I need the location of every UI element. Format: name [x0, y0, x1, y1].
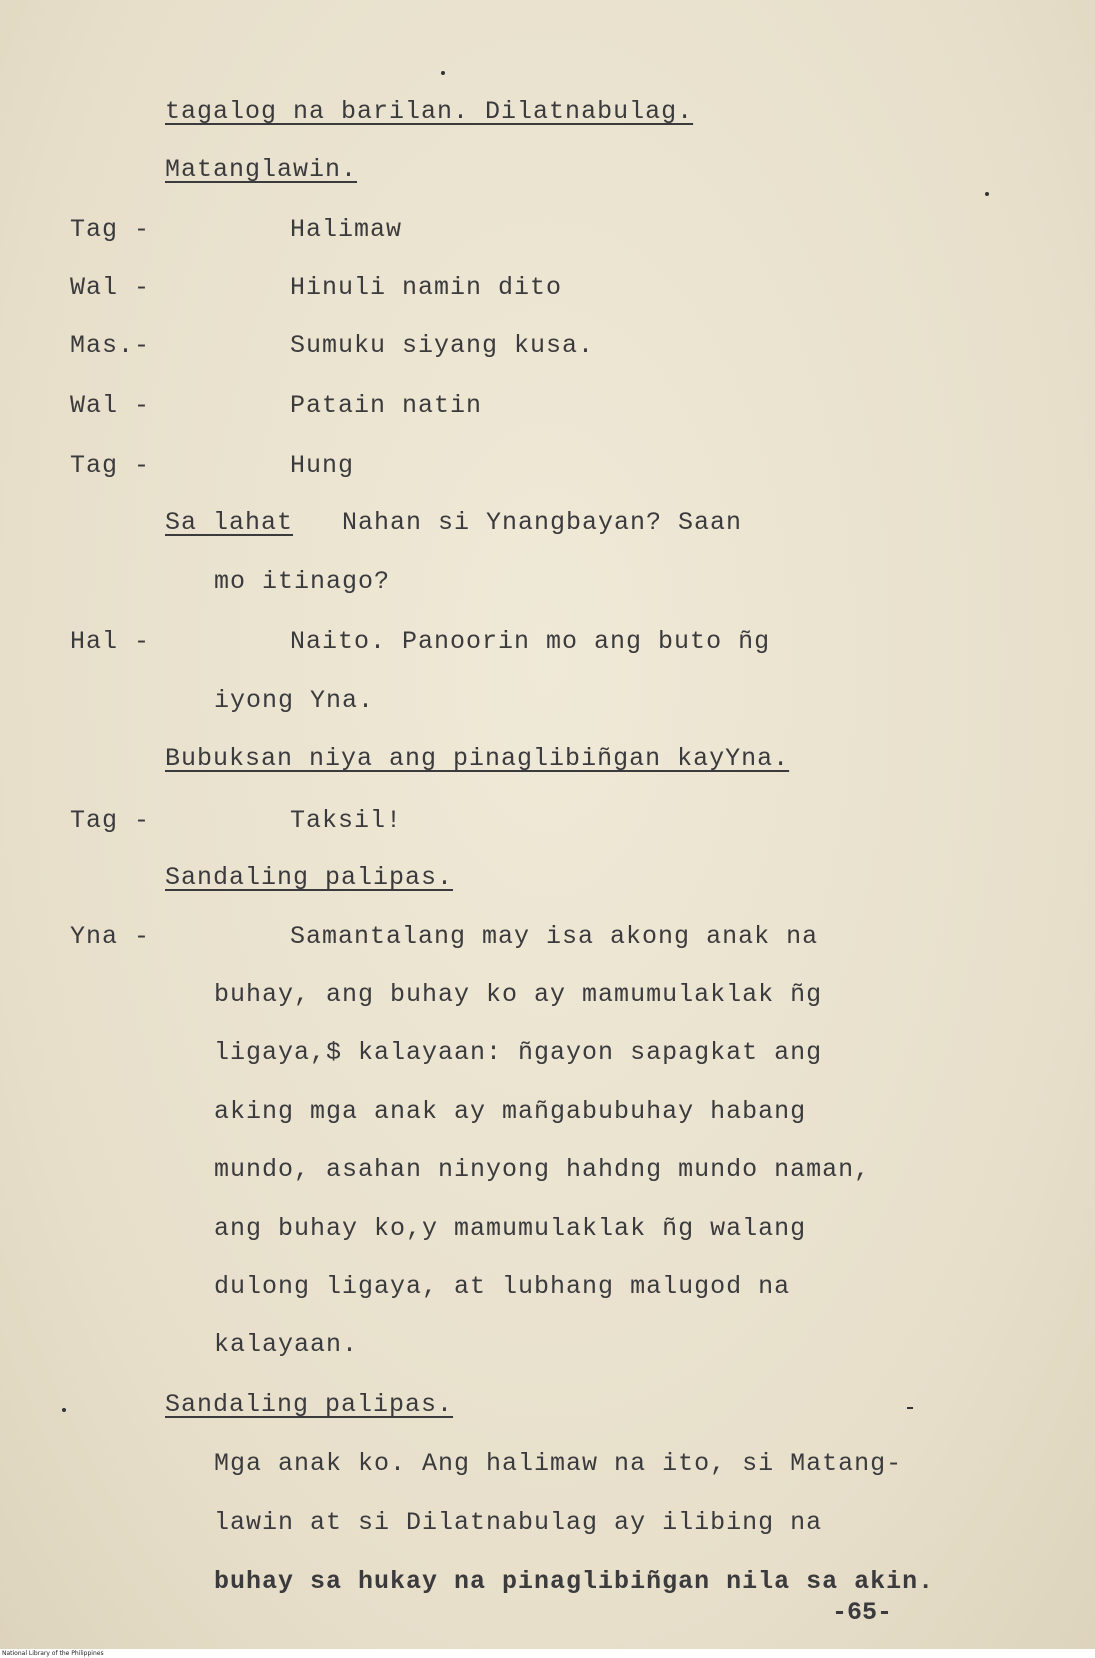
dialogue-line: Hung [290, 451, 355, 480]
dialogue-line: buhay, ang buhay ko ay mamumulaklak ñg [214, 980, 823, 1009]
dialogue-line: Samantalang may isa akong anak na [290, 922, 819, 951]
dialogue-line: buhay sa hukay na pinaglibiñgan nila sa akin. [214, 1567, 935, 1596]
stage-direction: tagalog na barilan. Dilatnabulag. [165, 97, 694, 126]
dialogue-line: mo itinago? [214, 567, 391, 596]
speaker-label: Yna - [70, 922, 151, 951]
page-number: -65- [832, 1598, 893, 1627]
dialogue-line: iyong Yna. [214, 686, 375, 715]
speaker-label: Hal - [70, 627, 151, 656]
dialogue-line: Mga anak ko. Ang halimaw na ito, si Matang- [214, 1449, 903, 1478]
stage-direction: Matanglawin. [165, 155, 358, 184]
stage-direction: Sandaling palipas. [165, 1390, 454, 1419]
speaker-label: Mas.- [70, 331, 151, 360]
dialogue-line: Halimaw [290, 215, 403, 244]
dialogue-line: mundo, asahan ninyong hahdng mundo naman, [214, 1155, 871, 1184]
ink-speck [907, 1407, 913, 1409]
stage-direction: Sandaling palipas. [165, 863, 454, 892]
dialogue-line: aking mga anak ay mañgabubuhay habang [214, 1097, 807, 1126]
speaker-label: Tag - [70, 806, 151, 835]
dialogue-line: Sumuku siyang kusa. [290, 331, 595, 360]
speaker-label: Tag - [70, 451, 151, 480]
dialogue-line: lawin at si Dilatnabulag ay ilibing na [214, 1508, 823, 1537]
speaker-label: Wal - [70, 273, 151, 302]
dialogue-line: Patain natin [290, 391, 483, 420]
stage-direction: Sa lahat [165, 508, 294, 537]
stage-direction: Bubuksan niya ang pinaglibiñgan kayYna. [165, 744, 790, 773]
footer-credit: National Library of the Philippines [0, 1649, 1095, 1658]
speaker-label: Wal - [70, 391, 151, 420]
dialogue-line: kalayaan. [214, 1330, 359, 1359]
dialogue-line: ang buhay ko,y mamumulaklak ñg walang [214, 1214, 807, 1243]
ink-speck [441, 71, 445, 75]
speaker-label: Tag - [70, 215, 151, 244]
dialogue-line: Hinuli namin dito [290, 273, 563, 302]
dialogue-line: dulong ligaya, at lubhang malugod na [214, 1272, 791, 1301]
dialogue-line: ligaya,$ kalayaan: ñgayon sapagkat ang [214, 1038, 823, 1067]
dialogue-line: Taksil! [290, 806, 403, 835]
dialogue-line: Nahan si Ynangbayan? Saan [342, 508, 743, 537]
ink-speck [62, 1408, 66, 1412]
ink-speck [985, 192, 989, 196]
dialogue-line: Naito. Panoorin mo ang buto ñg [290, 627, 771, 656]
